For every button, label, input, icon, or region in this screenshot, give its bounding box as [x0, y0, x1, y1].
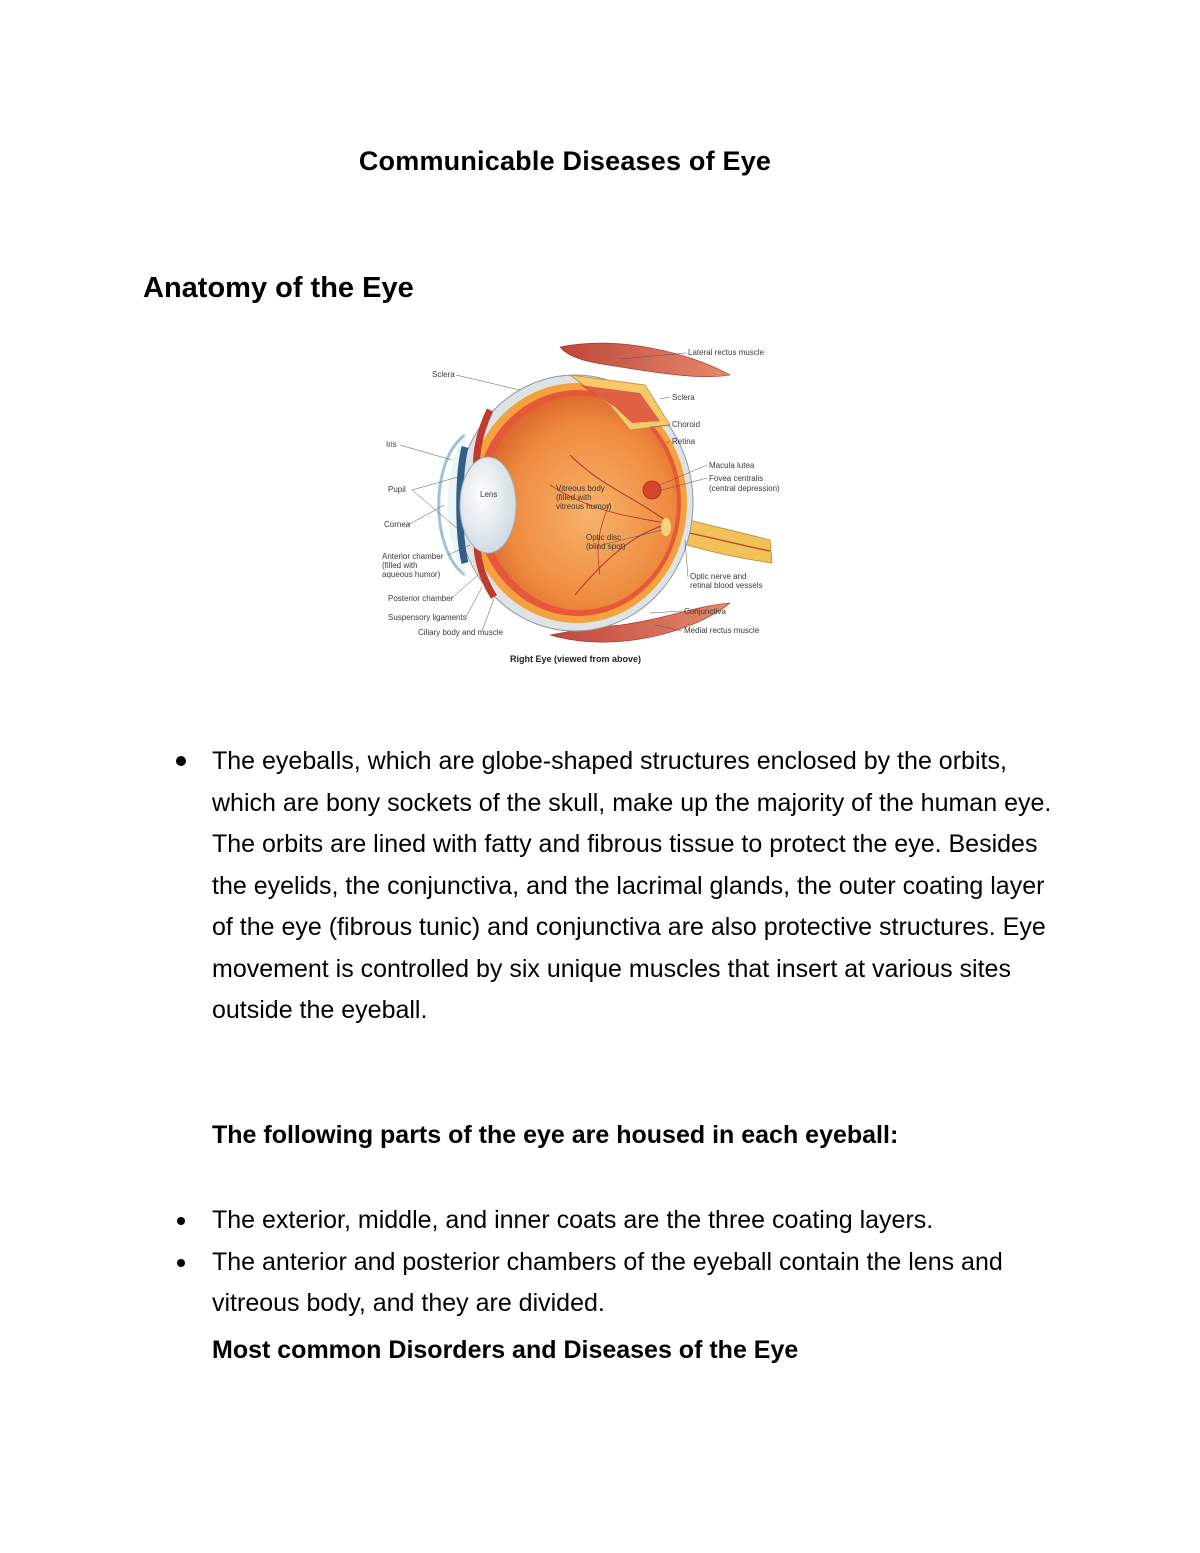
label-vitreous-body-2: (filled with — [556, 493, 592, 502]
label-optic-nerve-1: Optic nerve and — [690, 572, 747, 581]
label-ciliary-body: Ciliary body and muscle — [418, 628, 503, 637]
label-anterior-chamber-1: Anterior chamber — [382, 552, 444, 561]
label-fovea-2: (central depression) — [709, 484, 780, 493]
label-sclera-left: Sclera — [432, 370, 455, 379]
label-fovea-1: Fovea centralis — [709, 474, 764, 483]
subheading-eyeball-parts: The following parts of the eye are housed in each eyeball: — [212, 1121, 899, 1149]
label-lateral-rectus: Lateral rectus muscle — [688, 348, 765, 357]
label-medial-rectus: Medial rectus muscle — [684, 626, 760, 635]
figure-caption: Right Eye (viewed from above) — [510, 654, 642, 664]
bullet-dot-icon — [176, 756, 186, 766]
document-title: Communicable Diseases of Eye — [358, 146, 772, 176]
list-item — [172, 1242, 1072, 1325]
bullet-dot-icon — [177, 1259, 185, 1267]
label-cornea: Cornea — [384, 520, 411, 529]
label-optic-disc-2: (blind spot) — [586, 542, 626, 551]
label-optic-nerve-2: retinal blood vessels — [690, 581, 763, 590]
label-lens: Lens — [480, 490, 498, 499]
label-retina: Retina — [672, 437, 696, 446]
list-item-text: The exterior, middle, and inner coats are the three coating layers. — [212, 1206, 934, 1234]
label-vitreous-body-1: Vitreous body — [556, 484, 605, 493]
list-item-text: The anterior and posterior chambers of the eyeball contain the lens and vitreous body, and they are divided. — [212, 1247, 1003, 1317]
eye-diagram — [370, 335, 810, 670]
eye-anatomy-figure — [370, 335, 810, 670]
label-pupil: Pupil — [388, 485, 406, 494]
label-suspensory-ligaments: Suspensory ligaments — [388, 613, 467, 622]
bullet-dot-icon — [177, 1217, 185, 1225]
label-macula: Macula lutea — [709, 461, 755, 470]
label-anterior-chamber-3: aqueous humor) — [382, 570, 441, 579]
label-sclera-right: Sclera — [672, 393, 695, 402]
label-iris: Iris — [386, 440, 397, 449]
intro-bullet-list — [172, 741, 1072, 1032]
label-optic-disc-1: Optic disc — [586, 533, 622, 542]
intro-paragraph-text: The eyeballs, which are globe-shaped structures enclosed by the orbits, which are bony sockets of the skull, make up the majority of the human eye. The orbits are lined with fatty and fibrous tissue to protect the eye. Besides the eyelids, the conjunctiva, and the lacrimal glands, the outer coating layer of the eye (fibrous tunic) and conjunctiva are also protective structures. Eye movement is controlled by six unique muscles that insert at various sites outside the eyeball. — [212, 747, 1052, 1024]
label-posterior-chamber: Posterior chamber — [388, 594, 454, 603]
eyeball-parts-list — [172, 1200, 1072, 1325]
label-anterior-chamber-2: (filled with — [382, 561, 418, 570]
list-item — [172, 741, 1072, 1032]
label-choroid: Choroid — [672, 420, 701, 429]
list-item — [172, 1200, 1072, 1242]
label-conjunctiva: Conjunctiva — [684, 607, 726, 616]
subheading-common-disorders: Most common Disorders and Diseases of the Eye — [212, 1336, 799, 1364]
lens-shape — [460, 457, 516, 553]
optic-disc-shape — [661, 518, 671, 536]
macula-shape — [643, 481, 661, 499]
section-heading-anatomy: Anatomy of the Eye — [143, 272, 414, 304]
label-vitreous-body-3: vitreous humor) — [556, 502, 612, 511]
